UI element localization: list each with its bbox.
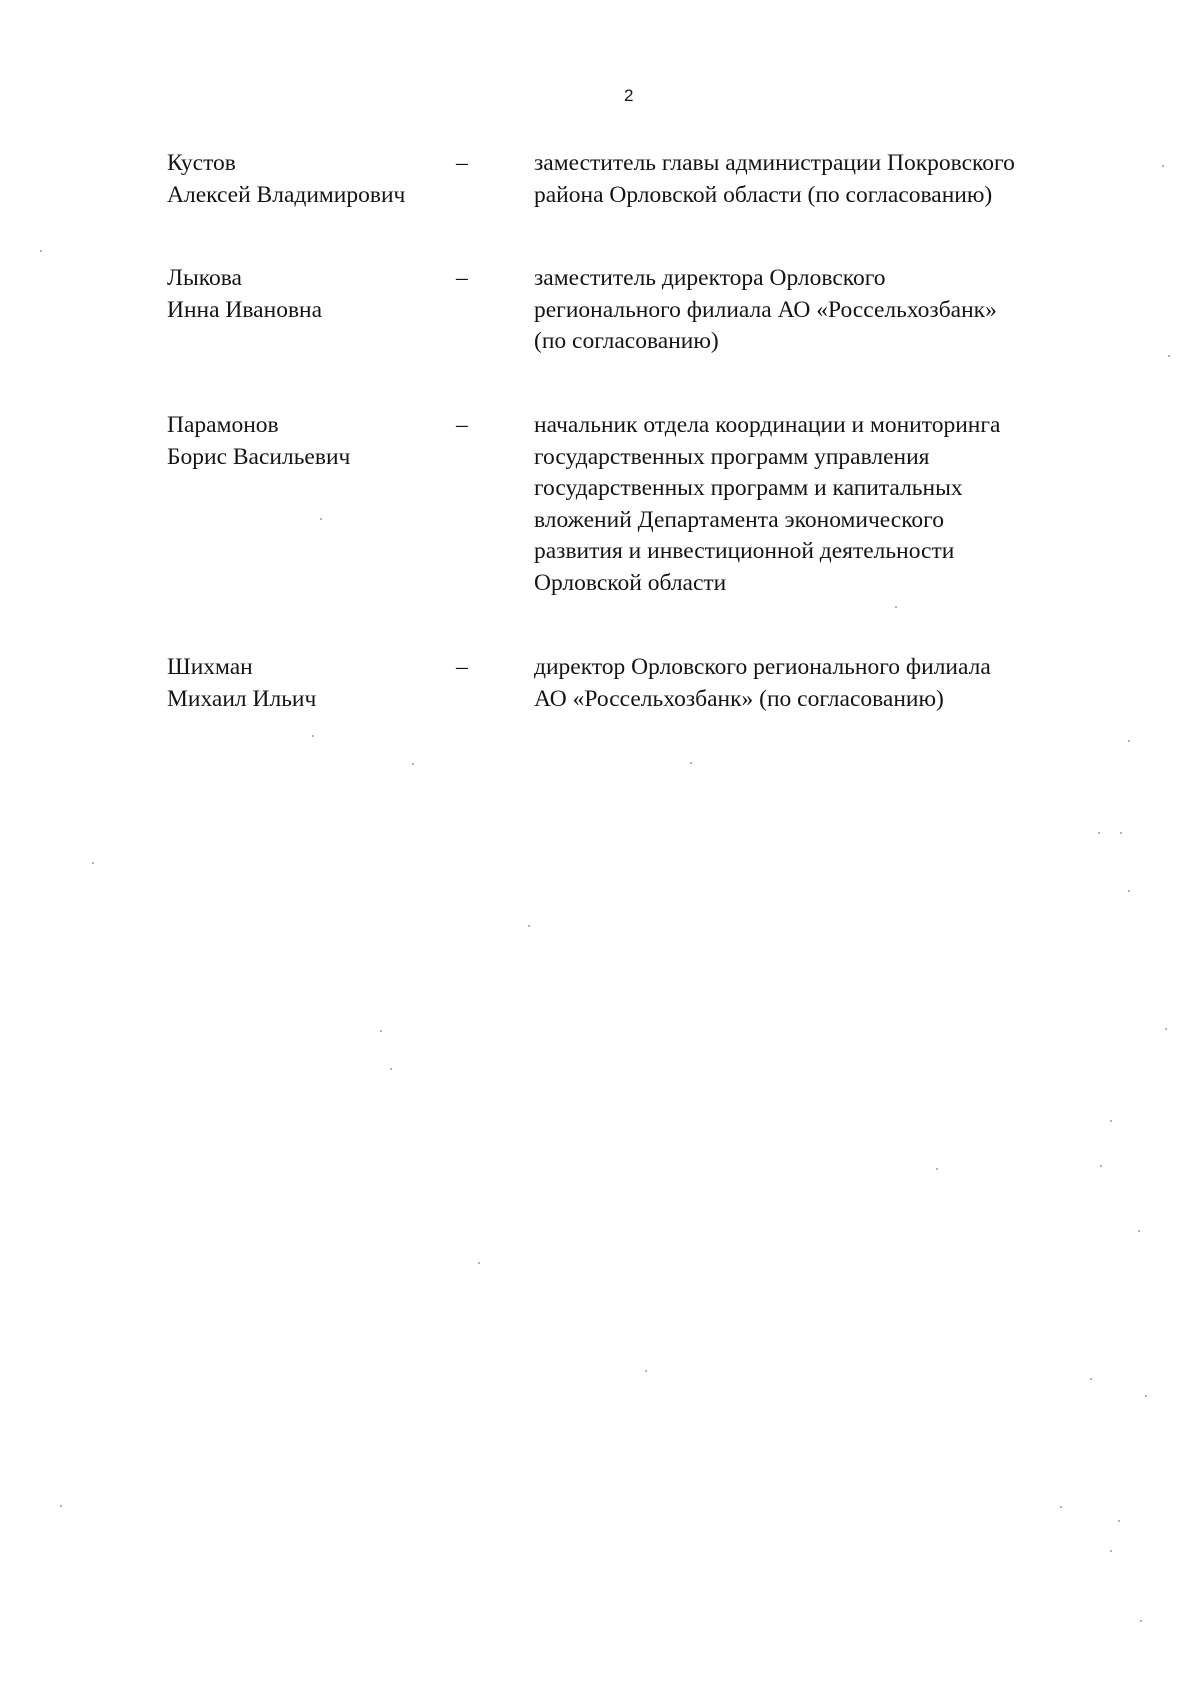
member-given-names: Борис Васильевич bbox=[167, 443, 351, 470]
member-surname: Лыкова bbox=[167, 265, 242, 291]
position-line: (по согласованию) bbox=[534, 328, 719, 354]
member-surname: Кустов bbox=[167, 150, 236, 176]
position-line: Орловской области bbox=[534, 569, 727, 596]
separator-dash: – bbox=[456, 412, 468, 438]
member-name bbox=[167, 652, 467, 715]
position-line: АО «Россельхозбанк» (по согласованию) bbox=[534, 685, 944, 712]
member-given-names: Инна Ивановна bbox=[167, 296, 323, 323]
member-given-names: Михаил Ильич bbox=[167, 685, 317, 712]
position-line: заместитель главы администрации Покровского bbox=[534, 150, 1015, 176]
position-line: государственных программ управления bbox=[534, 443, 930, 470]
position-line: регионального филиала АО «Россельхозбанк» bbox=[534, 296, 997, 323]
position-line: государственных программ и капитальных bbox=[534, 475, 963, 501]
member-surname: Парамонов bbox=[167, 412, 279, 438]
position-line: заместитель директора Орловского bbox=[534, 265, 886, 291]
member-position bbox=[534, 410, 1134, 599]
separator-dash: – bbox=[456, 150, 468, 176]
member-surname: Шихман bbox=[167, 654, 253, 680]
member-name bbox=[167, 263, 467, 326]
position-line: начальник отдела координации и мониторинга bbox=[534, 412, 1001, 438]
separator-dash: – bbox=[456, 654, 468, 680]
member-given-names: Алексей Владимирович bbox=[167, 181, 406, 208]
member-position bbox=[534, 263, 1134, 358]
member-name bbox=[167, 148, 467, 211]
member-name bbox=[167, 410, 467, 473]
member-position bbox=[534, 148, 1134, 211]
member-position bbox=[534, 652, 1134, 715]
position-line: вложений Департамента экономического bbox=[534, 506, 944, 533]
page-number: 2 bbox=[624, 86, 634, 105]
position-line: директор Орловского регионального филиала bbox=[534, 654, 991, 680]
position-line: развития и инвестиционной деятельности bbox=[534, 538, 955, 564]
position-line: района Орловской области (по согласованию) bbox=[534, 181, 993, 208]
separator-dash: – bbox=[456, 265, 468, 291]
